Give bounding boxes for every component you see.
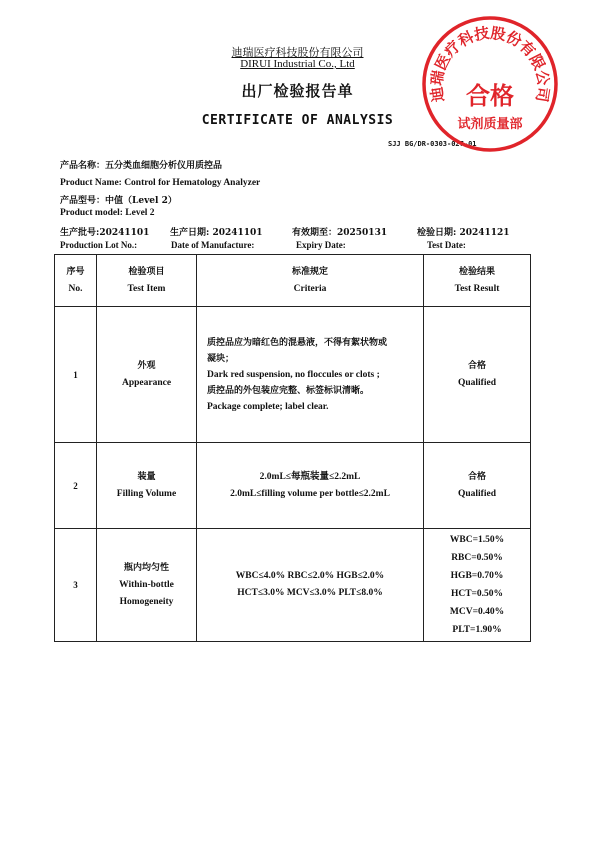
product-name-cn-line: [60, 158, 222, 171]
table-row: [55, 307, 531, 443]
product-name-cn: 五分类血细胞分析仪用质控品: [105, 161, 223, 171]
expiry-date-en: Expiry Date:: [296, 240, 346, 250]
header-test-item: 检验项目 Test Item: [97, 255, 197, 307]
row-1-item: 外观 Appearance: [97, 307, 197, 443]
company-name-en: DIRUI Industrial Co., Ltd: [240, 58, 355, 70]
product-model-cn: 中值（Level 2）: [105, 196, 177, 206]
product-name-cn-label: 产品名称：: [60, 161, 106, 171]
test-date-cn: 检验日期: 20241121: [417, 228, 510, 238]
company-name-cn: 迪瑞医疗科技股份有限公司: [231, 46, 364, 59]
manufacture-date-cn: 生产日期: 20241101: [170, 228, 263, 238]
test-date-en: Test Date:: [427, 240, 466, 250]
header-test-result: 检验结果 Test Result: [424, 255, 531, 307]
quality-seal-stamp: [420, 14, 560, 154]
table-row: [55, 443, 531, 529]
row-2-criteria: 2.0mL≤每瓶装量≤2.2mL 2.0mL≤filling volume per bottle≤2.2mL: [197, 443, 424, 529]
seal-center-text: 合格: [466, 82, 514, 110]
row-2-item: 装量 Filling Volume: [97, 443, 197, 529]
lot-number-en: Production Lot No.:: [60, 240, 138, 250]
page-title-en: CERTIFICATE OF ANALYSIS: [201, 113, 394, 128]
row-1-no: 1: [55, 307, 97, 443]
product-name-en: Product Name: Control for Hematology Analyzer: [60, 178, 261, 188]
seal-ring-text: 迪瑞医疗科技股份有限公司: [427, 23, 553, 104]
expiry-date-cn: 有效期至：20250131: [292, 228, 388, 238]
page-title-cn: 出厂检验报告单: [241, 82, 354, 100]
row-3-item: 瓶内均匀性 Within-bottle Homogeneity: [97, 529, 197, 642]
table-header-row: [55, 255, 531, 307]
row-1-result: 合格 Qualified: [424, 307, 531, 443]
header-no: 序号 No.: [55, 255, 97, 307]
product-model-cn-label: 产品型号：: [60, 196, 106, 206]
manufacture-date-en: Date of Manufacture:: [171, 240, 255, 250]
header-criteria: 标准规定 Criteria: [197, 255, 424, 307]
row-2-result: 合格 Qualified: [424, 443, 531, 529]
product-model-cn-line: [60, 193, 177, 206]
lot-number-cn: 生产批号:20241101: [60, 228, 150, 238]
row-3-no: 3: [55, 529, 97, 642]
seal-bottom-text: 试剂质量部: [457, 117, 523, 132]
product-model-en: Product model: Level 2: [60, 208, 155, 218]
row-3-result: WBC=1.50% RBC=0.50% HGB=0.70% HCT=0.50% MCV=0.40% PLT=1.90%: [424, 529, 531, 642]
row-3-criteria: WBC≤4.0% RBC≤2.0% HGB≤2.0% HCT≤3.0% MCV≤3.0% PLT≤8.0%: [197, 529, 424, 642]
row-1-criteria: 质控品应为暗红色的混悬液，不得有絮状物或 凝块； Dark red suspension, no floccules or clots ; 质控品的外包装应完整、标签标识清晰。 Package complete; label clear.: [197, 307, 424, 443]
row-2-no: 2: [55, 443, 97, 529]
table-row: [55, 529, 531, 642]
test-results-table: [54, 254, 531, 642]
document-code: SJJ BG/DR-0303-027-01: [388, 140, 477, 148]
